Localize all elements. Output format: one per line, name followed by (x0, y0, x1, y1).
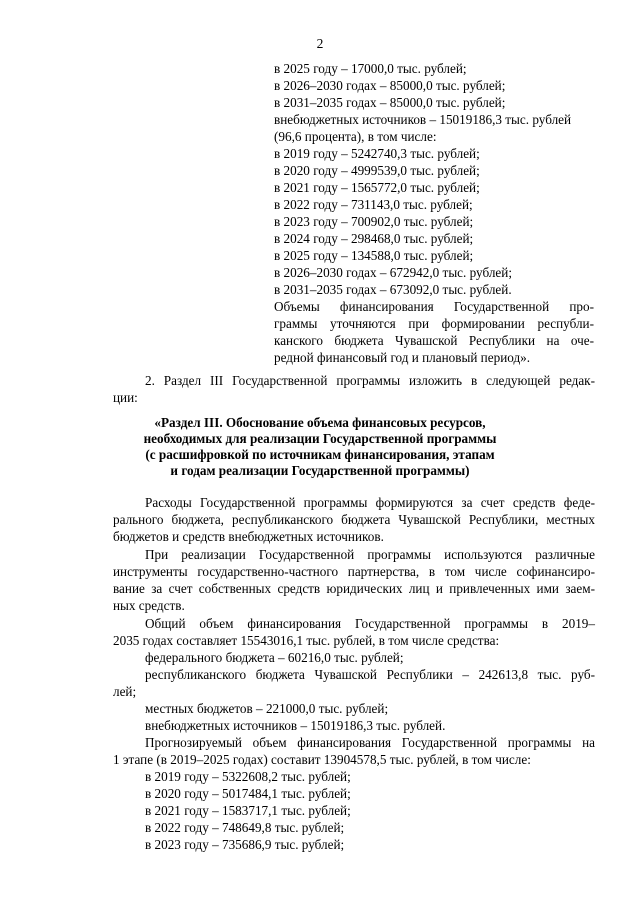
text-line: в 2026–2030 годах – 85000,0 тыс. рублей; (274, 78, 506, 93)
text-line: в 2020 году – 5017484,1 тыс. рублей; (145, 786, 351, 801)
text-line: республиканского бюджета Чувашской Республики – 242613,8 тыс. руб- (145, 667, 595, 682)
text-line: в 2031–2035 годах – 673092,0 тыс. рублей. (274, 282, 512, 297)
text-line: рального бюджета, республиканского бюджета Чувашской Республики, местных (113, 512, 595, 527)
text-line: Прогнозируемый объем финансирования Государственной программы на (145, 735, 595, 750)
text-line: внебюджетных источников – 15019186,3 тыс. рублей (274, 112, 572, 127)
text-line: Объемы финансирования Государственной про- (274, 299, 594, 314)
text-line: в 2026–2030 годах – 672942,0 тыс. рублей; (274, 265, 512, 280)
text-line: инструменты государственно-частного партнерства, в том числе софинансиро- (113, 564, 595, 579)
text-line: в 2024 году – 298468,0 тыс. рублей; (274, 231, 474, 246)
text-line: граммы уточняются при формировании республи- (274, 316, 594, 331)
text-line: в 2021 году – 1583717,1 тыс. рублей; (145, 803, 351, 818)
text-line: При реализации Государственной программы используются различные (145, 547, 595, 562)
text-line: бюджетов и средств внебюджетных источников. (113, 529, 384, 544)
text-line: местных бюджетов – 221000,0 тыс. рублей; (145, 701, 389, 716)
text-line: Общий объем финансирования Государственной программы в 2019– (145, 616, 595, 631)
text-line: канского бюджета Чувашской Республики на оче- (274, 333, 594, 348)
heading-line: «Раздел III. Обоснование объема финансовых ресурсов, (154, 415, 486, 430)
text-line: 2035 годах составляет 15543016,1 тыс. рублей, в том числе средства: (113, 633, 500, 648)
text-line: Расходы Государственной программы формируются за счет средств феде- (145, 495, 595, 510)
text-line: в 2023 году – 735686,9 тыс. рублей; (145, 837, 345, 852)
text-line: в 2019 году – 5242740,3 тыс. рублей; (274, 146, 480, 161)
page-number: 2 (316, 36, 324, 51)
text-line: внебюджетных источников – 15019186,3 тыс. рублей. (145, 718, 446, 733)
heading-line: и годам реализации Государственной программы) (170, 463, 470, 478)
text-line: в 2025 году – 17000,0 тыс. рублей; (274, 61, 467, 76)
text-line: в 2019 году – 5322608,2 тыс. рублей; (145, 769, 351, 784)
text-line: редной финансовый год и плановый период». (274, 350, 531, 365)
text-line: в 2022 году – 748649,8 тыс. рублей; (145, 820, 345, 835)
text-line: в 2021 году – 1565772,0 тыс. рублей; (274, 180, 480, 195)
section-heading (110, 415, 530, 479)
text-line: в 2022 году – 731143,0 тыс. рублей; (274, 197, 473, 212)
text-line: в 2031–2035 годах – 85000,0 тыс. рублей; (274, 95, 506, 110)
amendment-item-2: 2. Раздел III Государственной программы изложить в следующей редак- (145, 373, 595, 388)
text-line: в 2020 году – 4999539,0 тыс. рублей; (274, 163, 480, 178)
text-line: лей; (113, 684, 137, 699)
text-line: ции: (113, 390, 138, 405)
heading-line: (с расшифровкой по источникам финансирования, этапам (145, 447, 495, 462)
text-line: вание за счет собственных средств юридических лиц и привлеченных ими заем- (113, 581, 595, 596)
text-line: 1 этапе (в 2019–2025 годах) составит 13904578,5 тыс. рублей, в том числе: (113, 752, 531, 767)
heading-line: необходимых для реализации Государственной программы (143, 431, 497, 446)
text-line: (96,6 процента), в том числе: (274, 129, 437, 144)
text-line: федерального бюджета – 60216,0 тыс. рублей; (145, 650, 404, 665)
text-line: в 2025 году – 134588,0 тыс. рублей; (274, 248, 474, 263)
text-line: ных средств. (113, 598, 185, 613)
text-line: в 2023 году – 700902,0 тыс. рублей; (274, 214, 474, 229)
